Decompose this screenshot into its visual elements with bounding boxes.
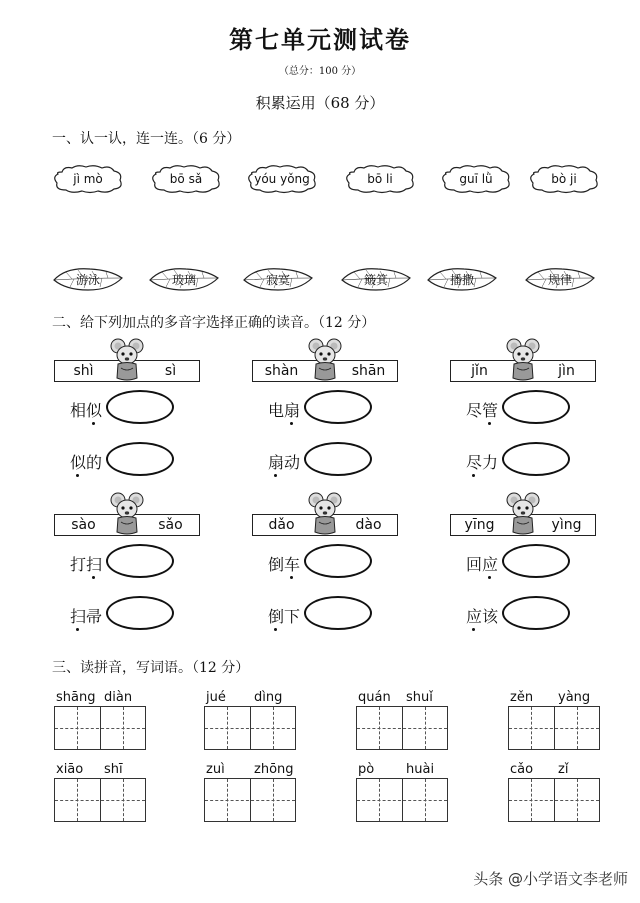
- pinyin-cloud[interactable]: [150, 164, 222, 194]
- polyphone-word: 回应: [466, 555, 499, 574]
- pinyin-option-right[interactable]: shān: [351, 363, 386, 379]
- pinyin-option-right[interactable]: jìn: [558, 363, 575, 379]
- pinyin-cloud[interactable]: [528, 164, 600, 194]
- mouse-icon: [308, 338, 342, 382]
- pinyin-syllable: zǐ: [558, 762, 569, 777]
- mouse-icon: [506, 338, 540, 382]
- polyphone-word: 倒下: [268, 607, 301, 626]
- pinyin-syllable: xiāo: [56, 762, 84, 777]
- pinyin-syllable: shī: [104, 762, 123, 777]
- emphasis-dot: [488, 422, 491, 425]
- writing-grid[interactable]: [508, 706, 600, 750]
- writing-grid[interactable]: [204, 706, 296, 750]
- answer-oval[interactable]: [106, 596, 174, 630]
- pinyin-label: guī lǜ: [459, 172, 493, 186]
- pinyin-syllable: zuì: [206, 762, 225, 777]
- mouse-decoration: [506, 492, 540, 536]
- mouse-icon: [110, 338, 144, 382]
- emphasis-dot: [76, 628, 79, 631]
- answer-oval[interactable]: [304, 596, 372, 630]
- word-label: 簸箕: [363, 272, 388, 287]
- pinyin-syllable: jué: [206, 690, 226, 705]
- polyphone-word: 打扫: [70, 555, 103, 574]
- polyphone-word: 扇动: [268, 453, 301, 472]
- answer-oval[interactable]: [502, 390, 570, 424]
- q2-heading: 二、给下列加点的多音字选择正确的读音。（12 分）: [52, 315, 376, 331]
- pinyin-option-left[interactable]: jǐn: [471, 363, 488, 379]
- pinyin-syllable: shāng: [56, 690, 96, 705]
- answer-oval[interactable]: [106, 544, 174, 578]
- emphasis-dot: [290, 576, 293, 579]
- pinyin-option-right[interactable]: dào: [355, 517, 382, 533]
- emphasis-dot: [274, 474, 277, 477]
- word-label: 寂寞: [265, 272, 290, 287]
- pinyin-option-left[interactable]: dǎo: [268, 517, 295, 533]
- answer-oval[interactable]: [304, 390, 372, 424]
- answer-oval[interactable]: [304, 544, 372, 578]
- writing-grid[interactable]: [54, 778, 146, 822]
- pinyin-cloud[interactable]: [440, 164, 512, 194]
- pinyin-option-left[interactable]: yīng: [464, 517, 495, 533]
- writing-grid[interactable]: [54, 706, 146, 750]
- mouse-decoration: [308, 492, 342, 536]
- page-title: 第七单元测试卷: [229, 25, 411, 54]
- polyphone-word: 相似: [70, 401, 103, 420]
- pinyin-syllable: diàn: [104, 690, 133, 705]
- answer-oval[interactable]: [304, 442, 372, 476]
- pinyin-label: bō sǎ: [169, 172, 203, 186]
- emphasis-dot: [488, 576, 491, 579]
- pinyin-syllable: zěn: [510, 690, 534, 705]
- word-leaf[interactable]: [426, 266, 498, 292]
- emphasis-dot: [76, 474, 79, 477]
- pinyin-label: jì mò: [73, 172, 103, 186]
- section-title: 积累运用（68 分）: [255, 94, 385, 112]
- mouse-decoration: [506, 338, 540, 382]
- emphasis-dot: [472, 628, 475, 631]
- pinyin-option-left[interactable]: shàn: [264, 363, 299, 379]
- pinyin-label: yóu yǒng: [254, 172, 310, 186]
- polyphone-word: 尽力: [466, 453, 499, 472]
- mouse-icon: [110, 492, 144, 536]
- writing-grid[interactable]: [356, 706, 448, 750]
- q3-heading: 三、读拼音，写词语。（12 分）: [52, 660, 250, 676]
- pinyin-cloud[interactable]: [246, 164, 318, 194]
- pinyin-syllable: huài: [406, 762, 435, 777]
- polyphone-word: 电扇: [268, 401, 301, 420]
- word-leaf[interactable]: [148, 266, 220, 292]
- pinyin-label: bō li: [367, 172, 393, 186]
- writing-grid[interactable]: [204, 778, 296, 822]
- pinyin-option-right[interactable]: sì: [164, 363, 177, 379]
- word-label: 玻璃: [171, 272, 196, 287]
- emphasis-dot: [472, 474, 475, 477]
- pinyin-syllable: shuǐ: [406, 690, 433, 705]
- mouse-decoration: [110, 492, 144, 536]
- word-leaf[interactable]: [242, 266, 314, 292]
- writing-grid[interactable]: [356, 778, 448, 822]
- pinyin-syllable: pò: [358, 762, 375, 777]
- pinyin-option-left[interactable]: sào: [71, 517, 96, 533]
- mouse-decoration: [110, 338, 144, 382]
- pinyin-label: bò ji: [551, 172, 577, 186]
- pinyin-syllable: cǎo: [510, 762, 534, 777]
- polyphone-word: 尽管: [466, 401, 499, 420]
- emphasis-dot: [92, 422, 95, 425]
- pinyin-option-right[interactable]: yìng: [551, 517, 582, 533]
- q1-heading: 一、认一认，连一连。（6 分）: [52, 131, 241, 147]
- pinyin-syllable: yàng: [558, 690, 591, 705]
- polyphone-word: 扫帚: [70, 607, 103, 626]
- word-label: 游泳: [75, 272, 100, 287]
- pinyin-syllable: quán: [358, 690, 391, 705]
- pinyin-option-left[interactable]: shì: [73, 363, 94, 379]
- pinyin-syllable: zhōng: [254, 762, 294, 777]
- pinyin-option-right[interactable]: sǎo: [158, 517, 183, 533]
- total-score: （总分：100 分）: [278, 66, 362, 77]
- mouse-decoration: [308, 338, 342, 382]
- word-label: 播撒: [449, 272, 474, 287]
- writing-grid[interactable]: [508, 778, 600, 822]
- emphasis-dot: [92, 576, 95, 579]
- answer-oval[interactable]: [106, 390, 174, 424]
- watermark: 头条 @小学语文李老师: [473, 870, 628, 888]
- polyphone-word: 似的: [70, 453, 103, 472]
- word-leaf[interactable]: [52, 266, 124, 292]
- answer-oval[interactable]: [502, 544, 570, 578]
- polyphone-word: 倒车: [268, 555, 301, 574]
- answer-oval[interactable]: [502, 442, 570, 476]
- word-leaf[interactable]: [524, 266, 596, 292]
- answer-oval[interactable]: [502, 596, 570, 630]
- mouse-icon: [308, 492, 342, 536]
- pinyin-syllable: dìng: [254, 690, 283, 705]
- answer-oval[interactable]: [106, 442, 174, 476]
- emphasis-dot: [290, 422, 293, 425]
- emphasis-dot: [274, 628, 277, 631]
- pinyin-cloud[interactable]: [344, 164, 416, 194]
- mouse-icon: [506, 492, 540, 536]
- polyphone-word: 应该: [466, 607, 499, 626]
- word-leaf[interactable]: [340, 266, 412, 292]
- word-label: 规律: [547, 272, 572, 287]
- pinyin-cloud[interactable]: [52, 164, 124, 194]
